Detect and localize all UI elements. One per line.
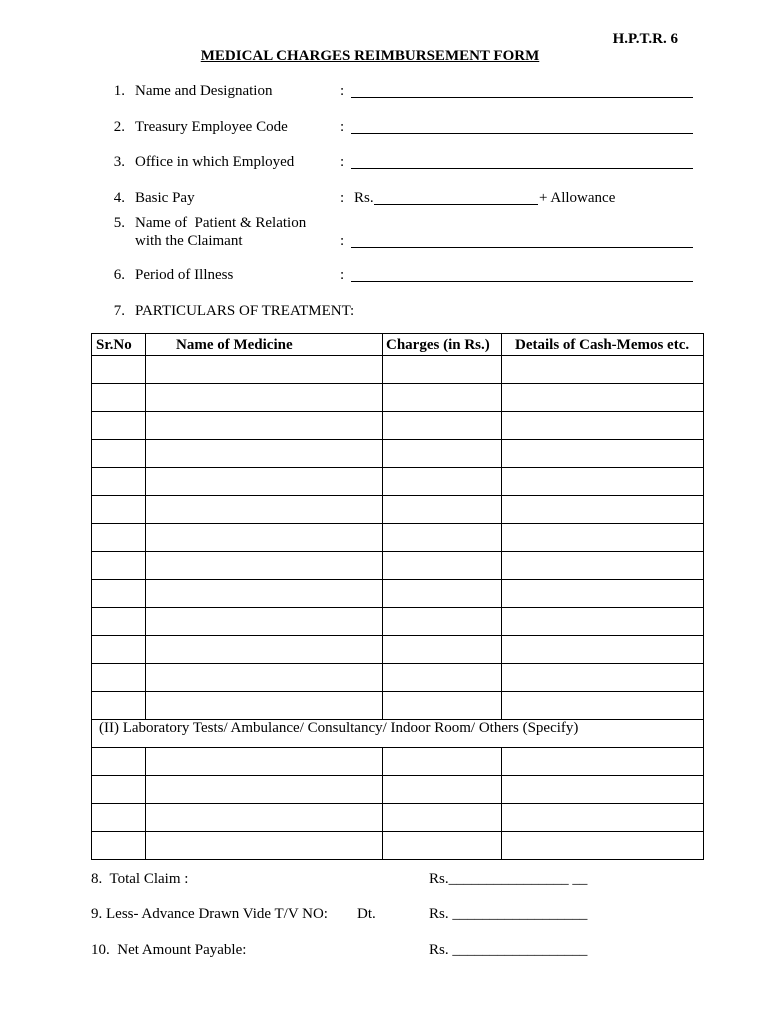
cell-medicine[interactable] — [146, 776, 383, 804]
table-row — [92, 832, 704, 860]
cell-medicine[interactable] — [146, 832, 383, 860]
cell-medicine[interactable] — [146, 440, 383, 468]
table-row — [92, 356, 704, 384]
form-title: MEDICAL CHARGES REIMBURSEMENT FORM — [200, 48, 540, 64]
cell-medicine[interactable] — [146, 664, 383, 692]
table-row — [92, 664, 704, 692]
cell-srno[interactable] — [92, 636, 146, 664]
table-row — [92, 524, 704, 552]
col-header-srno: Sr.No — [92, 334, 146, 356]
table-row — [92, 384, 704, 412]
cell-medicine[interactable] — [146, 636, 383, 664]
cell-srno[interactable] — [92, 832, 146, 860]
table-row — [92, 608, 704, 636]
office-line[interactable] — [351, 168, 693, 169]
field-label-employee-code: Treasury Employee Code — [135, 119, 288, 135]
cell-charges[interactable] — [383, 440, 502, 468]
section-heading-treatment: PARTICULARS OF TREATMENT: — [135, 303, 355, 319]
cell-details[interactable] — [502, 832, 704, 860]
cell-medicine[interactable] — [146, 412, 383, 440]
table-row — [92, 468, 704, 496]
table-row — [92, 580, 704, 608]
field-number: 6. — [113, 267, 125, 283]
cell-srno[interactable] — [92, 384, 146, 412]
cell-srno[interactable] — [92, 552, 146, 580]
form-code: H.P.T.R. 6 — [612, 31, 678, 47]
advance-date-label: Dt. — [357, 906, 376, 922]
cell-details[interactable] — [502, 748, 704, 776]
cell-srno[interactable] — [92, 776, 146, 804]
field-label-period-illness: Period of Illness — [135, 267, 234, 283]
period-illness-line[interactable] — [351, 281, 693, 282]
cell-medicine[interactable] — [146, 748, 383, 776]
cell-srno[interactable] — [92, 412, 146, 440]
table-header-row — [92, 334, 704, 356]
cell-charges[interactable] — [383, 636, 502, 664]
field-number: 5. — [113, 215, 125, 231]
cell-details[interactable] — [502, 692, 704, 720]
field-label-office: Office in which Employed — [135, 154, 295, 170]
allowance-label: + Allowance — [539, 190, 616, 206]
cell-charges[interactable] — [383, 496, 502, 524]
cell-details[interactable] — [502, 608, 704, 636]
cell-charges[interactable] — [383, 524, 502, 552]
table-row — [92, 552, 704, 580]
field-colon: : — [340, 83, 345, 99]
cell-srno[interactable] — [92, 468, 146, 496]
basic-pay-line[interactable] — [374, 204, 538, 205]
col-header-details: Details of Cash-Memos etc. — [502, 334, 704, 356]
cell-srno[interactable] — [92, 692, 146, 720]
advance-amount[interactable]: Rs. __________________ — [429, 906, 588, 922]
cell-details[interactable] — [502, 580, 704, 608]
cell-medicine[interactable] — [146, 804, 383, 832]
field-colon: : — [340, 154, 345, 170]
treatment-table — [91, 333, 704, 860]
cell-details[interactable] — [502, 440, 704, 468]
employee-code-line[interactable] — [351, 133, 693, 134]
cell-charges[interactable] — [383, 776, 502, 804]
cell-charges[interactable] — [383, 580, 502, 608]
cell-details[interactable] — [502, 468, 704, 496]
field-label-patient: Name of Patient & Relation — [135, 215, 307, 231]
cell-medicine[interactable] — [146, 384, 383, 412]
cell-medicine[interactable] — [146, 692, 383, 720]
cell-charges[interactable] — [383, 356, 502, 384]
section-note-row — [92, 720, 704, 748]
field-colon: : — [340, 190, 345, 206]
cell-charges[interactable] — [383, 468, 502, 496]
cell-srno[interactable] — [92, 440, 146, 468]
field-number: 1. — [113, 83, 125, 99]
col-header-charges: Charges (in Rs.) — [383, 334, 502, 356]
cell-charges[interactable] — [383, 412, 502, 440]
field-number: 2. — [113, 119, 125, 135]
cell-details[interactable] — [502, 524, 704, 552]
cell-charges[interactable] — [383, 804, 502, 832]
cell-srno[interactable] — [92, 804, 146, 832]
field-number: 3. — [113, 154, 125, 170]
table-row — [92, 776, 704, 804]
total-claim-label: 8. Total Claim : — [91, 871, 189, 887]
col-header-medicine: Name of Medicine — [146, 334, 383, 356]
table-row — [92, 804, 704, 832]
cell-charges[interactable] — [383, 552, 502, 580]
advance-label: 9. Less- Advance Drawn Vide T/V NO: — [91, 906, 328, 922]
cell-details[interactable] — [502, 496, 704, 524]
field-colon: : — [340, 233, 345, 249]
table-row — [92, 636, 704, 664]
cell-medicine[interactable] — [146, 356, 383, 384]
patient-relation-line[interactable] — [351, 247, 693, 248]
cell-medicine[interactable] — [146, 496, 383, 524]
cell-charges[interactable] — [383, 664, 502, 692]
cell-details[interactable] — [502, 776, 704, 804]
cell-details[interactable] — [502, 664, 704, 692]
table-row — [92, 412, 704, 440]
table-row — [92, 748, 704, 776]
cell-charges[interactable] — [383, 748, 502, 776]
cell-charges[interactable] — [383, 608, 502, 636]
cell-charges[interactable] — [383, 692, 502, 720]
field-number: 4. — [113, 190, 125, 206]
field-colon: : — [340, 119, 345, 135]
cell-srno[interactable] — [92, 664, 146, 692]
cell-srno[interactable] — [92, 356, 146, 384]
cell-medicine[interactable] — [146, 524, 383, 552]
field-label-basic-pay: Basic Pay — [135, 190, 195, 206]
cell-details[interactable] — [502, 552, 704, 580]
cell-details[interactable] — [502, 636, 704, 664]
field-number: 7. — [113, 303, 125, 319]
basic-pay-rs-label: Rs. — [354, 190, 374, 206]
cell-medicine[interactable] — [146, 552, 383, 580]
medicine-rows — [92, 356, 704, 720]
net-amount[interactable]: Rs. __________________ — [429, 942, 588, 958]
cell-srno[interactable] — [92, 496, 146, 524]
cell-details[interactable] — [502, 412, 704, 440]
cell-charges[interactable] — [383, 832, 502, 860]
cell-srno[interactable] — [92, 524, 146, 552]
other-rows — [92, 748, 704, 860]
cell-medicine[interactable] — [146, 468, 383, 496]
field-label-patient-line2: with the Claimant — [135, 233, 243, 249]
section-note: (II) Laboratory Tests/ Ambulance/ Consultancy/ Indoor Room/ Others (Specify) — [92, 720, 704, 748]
cell-details[interactable] — [502, 384, 704, 412]
table-row — [92, 496, 704, 524]
cell-medicine[interactable] — [146, 580, 383, 608]
cell-srno[interactable] — [92, 608, 146, 636]
cell-srno[interactable] — [92, 580, 146, 608]
cell-details[interactable] — [502, 804, 704, 832]
cell-medicine[interactable] — [146, 608, 383, 636]
net-amount-label: 10. Net Amount Payable: — [91, 942, 247, 958]
field-colon: : — [340, 267, 345, 283]
table-row — [92, 692, 704, 720]
total-claim-amount[interactable]: Rs.________________ __ — [429, 871, 588, 887]
name-designation-line[interactable] — [351, 97, 693, 98]
cell-charges[interactable] — [383, 384, 502, 412]
cell-details[interactable] — [502, 356, 704, 384]
table-row — [92, 440, 704, 468]
cell-srno[interactable] — [92, 748, 146, 776]
field-label-name-designation: Name and Designation — [135, 83, 273, 99]
